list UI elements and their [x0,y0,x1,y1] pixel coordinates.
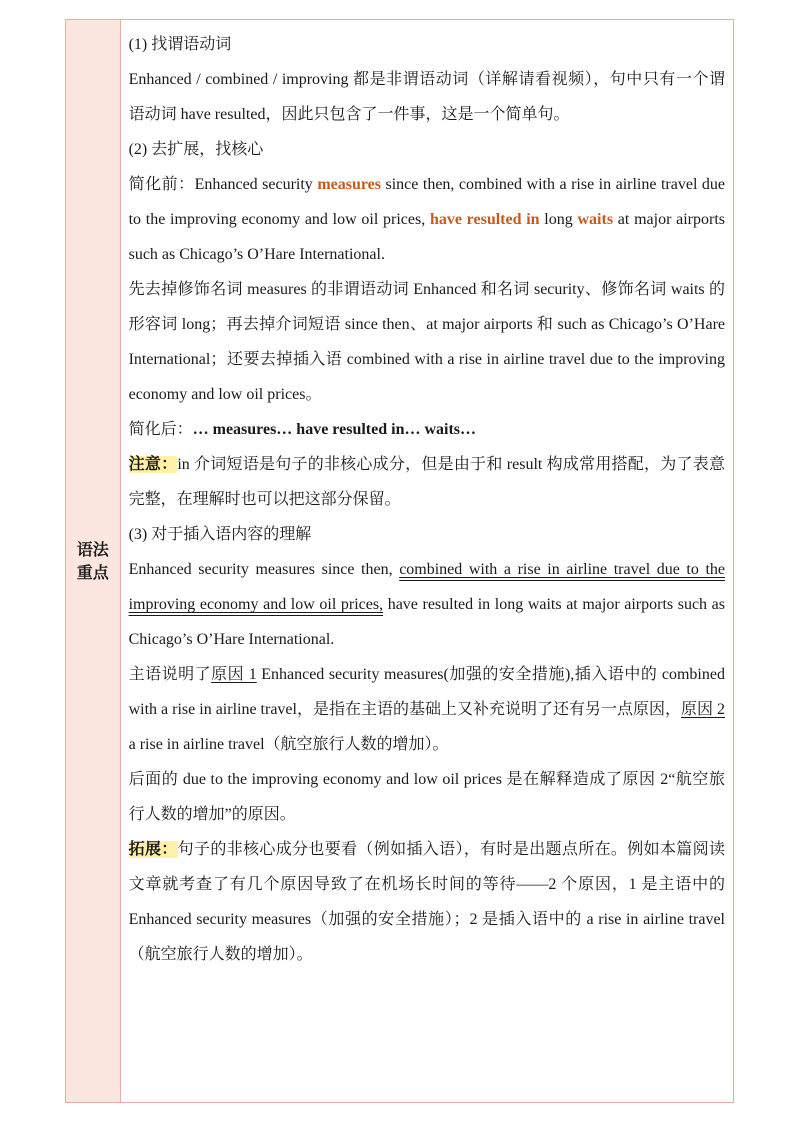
text-segment: （航空旅行人数的增加）。 [128,946,313,963]
text-line [129,902,725,937]
text-line [129,937,725,972]
text-line [129,447,725,482]
side-label-line: 重点 [76,563,109,582]
content-cell [121,20,733,1102]
text-line [129,307,725,342]
text-line [129,412,725,447]
text-segment: International；还要去掉插入语 combined with a rise in airline travel due to the improving [128,351,725,368]
text-line [129,342,725,377]
text-line [129,587,725,622]
text-line [129,62,725,97]
text-segment: Chicago’s O’Hare International. [128,631,335,648]
text-segment: Enhanced security measures since then, [128,561,400,578]
text-segment: economy and low oil prices。 [128,386,322,403]
text-line [129,272,725,307]
text-segment: have resulted in long waits at major airports such as [383,596,725,613]
text-segment: Enhanced security measures（加强的安全措施）；2 是插入语中的 a rise in airline travel [128,911,725,928]
text-segment: 主语说明了 [128,666,212,683]
text-segment: 后面的 due to the improving economy and low oil prices 是在解释造成了原因 2“航空旅 [128,771,725,788]
text-line [129,482,725,517]
note-label: 注意： [128,456,178,473]
text-line [129,237,725,272]
text-segment: 完整，在理解时也可以把这部分保留。 [128,491,401,508]
text-segment: 简化前：Enhanced security [128,176,318,193]
highlighted-keyword: have resulted in [429,211,540,228]
double-underlined-text: combined with a rise in airline travel due to the [399,561,725,578]
underlined-text: 原因 1 [211,666,257,683]
text-segment: (3) 对于插入语内容的理解 [128,526,312,543]
text-segment: in 介词短语是句子的非核心成分，但是由于和 result 构成常用搭配，为了表意 [177,456,725,473]
text-line [129,762,725,797]
text-line [129,727,725,762]
text-line [129,377,725,412]
text-line [129,867,725,902]
grammar-table [65,19,734,1103]
text-line [129,167,725,202]
side-header-label [73,538,113,584]
text-line [129,552,725,587]
side-header-cell [66,20,121,1102]
note-label: 拓展： [128,841,178,858]
text-line [129,692,725,727]
bold-text: … measures… have resulted in… waits… [192,421,477,438]
text-segment: such as Chicago’s O’Hare International. [128,246,385,263]
highlighted-keyword: waits [577,211,614,228]
text-segment: at major airports [613,211,726,228]
text-line [129,797,725,832]
text-line [129,622,725,657]
text-segment: long [539,211,578,228]
text-segment: a rise in airline travel（航空旅行人数的增加）。 [128,736,449,753]
text-segment: 先去掉修饰名词 measures 的非谓语动词 Enhanced 和名词 security、修饰名词 waits 的 [128,281,725,298]
text-segment: Enhanced / combined / improving 都是非谓语动词（详解请看视频），句中只有一个谓 [128,71,725,88]
text-segment: 简化后： [128,421,193,438]
text-line [129,132,725,167]
text-segment: Enhanced security measures(加强的安全措施),插入语中的 combined [256,666,725,683]
double-underlined-text: improving economy and low oil prices, [128,596,384,613]
text-segment: with a rise in airline travel，是指在主语的基础上又补充说明了还有另一点原因， [128,701,681,718]
text-line [129,517,725,552]
text-line [129,27,725,62]
text-segment: since then, combined with a rise in airline travel due [381,176,725,193]
text-segment: 句子的非核心成分也要看（例如插入语），有时是出题点所在。例如本篇阅读 [177,841,725,858]
text-line [129,202,725,237]
text-segment: 文章就考查了有几个原因导致了在机场长时间的等待——2 个原因，1 是主语中的 [128,876,725,893]
text-line [129,97,725,132]
text-segment: to the improving economy and low oil prices, [128,211,430,228]
text-segment: (2) 去扩展，找核心 [128,141,264,158]
text-segment: 语动词 have resulted，因此只包含了一件事，这是一个简单句。 [128,106,570,123]
text-segment: 行人数的增加”的原因。 [128,806,296,823]
text-line [129,832,725,867]
text-segment: (1) 找谓语动词 [128,36,232,53]
side-label-line: 语法 [76,540,109,559]
text-line [129,657,725,692]
underlined-text: 原因 2 [680,701,725,718]
highlighted-keyword: measures [317,176,382,193]
text-segment: 形容词 long；再去掉介词短语 since then、at major airports 和 such as Chicago’s O’Hare [128,316,725,333]
